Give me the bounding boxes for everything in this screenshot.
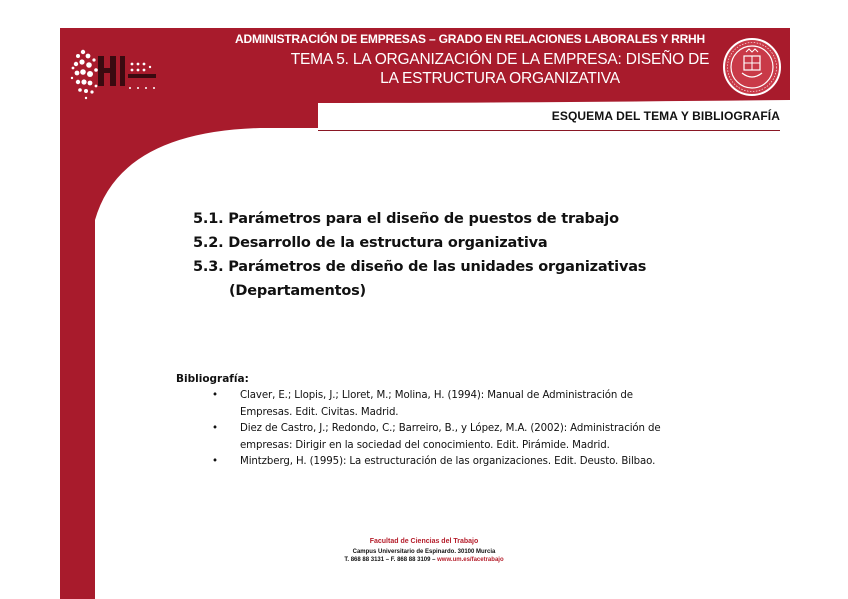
reference-line: Mintzberg, H. (1995): La estructuración de las organizaciones. Edit. Deusto. Bilbao. bbox=[240, 456, 656, 467]
bibliography-list bbox=[212, 388, 752, 471]
reference-line: empresas: Dirigir en la sociedad del conocimiento. Edit. Pirámide. Madrid. bbox=[240, 439, 610, 451]
header-subtitle: ADMINISTRACIÓN DE EMPRESAS – GRADO EN RELACIONES LABORALES Y RRHH bbox=[235, 32, 705, 46]
topic-outline bbox=[193, 207, 646, 303]
footer-contact bbox=[300, 557, 548, 563]
footer-phone: T. 868 88 3131 – F. 868 88 3109 – bbox=[344, 557, 438, 563]
footer-faculty: Facultad de Ciencias del Trabajo bbox=[369, 538, 479, 545]
section-divider bbox=[318, 130, 780, 131]
bibliography-title: Bibliografía: bbox=[176, 373, 249, 385]
section-title: ESQUEMA DEL TEMA Y BIBLIOGRAFÍA bbox=[551, 109, 780, 123]
outline-item: 5.1. Parámetros para el diseño de puestos de trabajo bbox=[193, 211, 619, 227]
bibliography-item bbox=[212, 454, 752, 471]
slide-title-line-2: LA ESTRUCTURA ORGANIZATIVA bbox=[380, 70, 620, 87]
bullet-icon: • bbox=[212, 390, 218, 401]
slide-title bbox=[250, 50, 750, 88]
faculty-logo-icon bbox=[68, 42, 164, 106]
footer-url-link[interactable]: www.um.es/facetrabajo bbox=[437, 557, 504, 563]
bibliography-item bbox=[212, 421, 752, 454]
outline-item-continuation: (Departamentos) bbox=[229, 283, 366, 299]
reference-line: Empresas. Edit. Civitas. Madrid. bbox=[240, 406, 399, 418]
bullet-icon: • bbox=[212, 423, 218, 434]
bibliography-item bbox=[212, 388, 752, 421]
outline-item: 5.2. Desarrollo de la estructura organizativa bbox=[193, 235, 548, 251]
outline-item: 5.3. Parámetros de diseño de las unidades organizativas bbox=[193, 259, 647, 275]
reference-line: Diez de Castro, J.; Redondo, C.; Barreiro, B., y López, M.A. (2002): Administración de bbox=[240, 423, 661, 434]
reference-line: Claver, E.; Llopis, J.; Lloret, M.; Molina, H. (1994): Manual de Administración de bbox=[240, 390, 633, 401]
bullet-icon: • bbox=[212, 456, 218, 467]
footer-address: Campus Universitario de Espinardo. 30100 Murcia bbox=[352, 549, 496, 555]
slide-title-line-1: TEMA 5. LA ORGANIZACIÓN DE LA EMPRESA: DISEÑO DE bbox=[290, 51, 710, 68]
